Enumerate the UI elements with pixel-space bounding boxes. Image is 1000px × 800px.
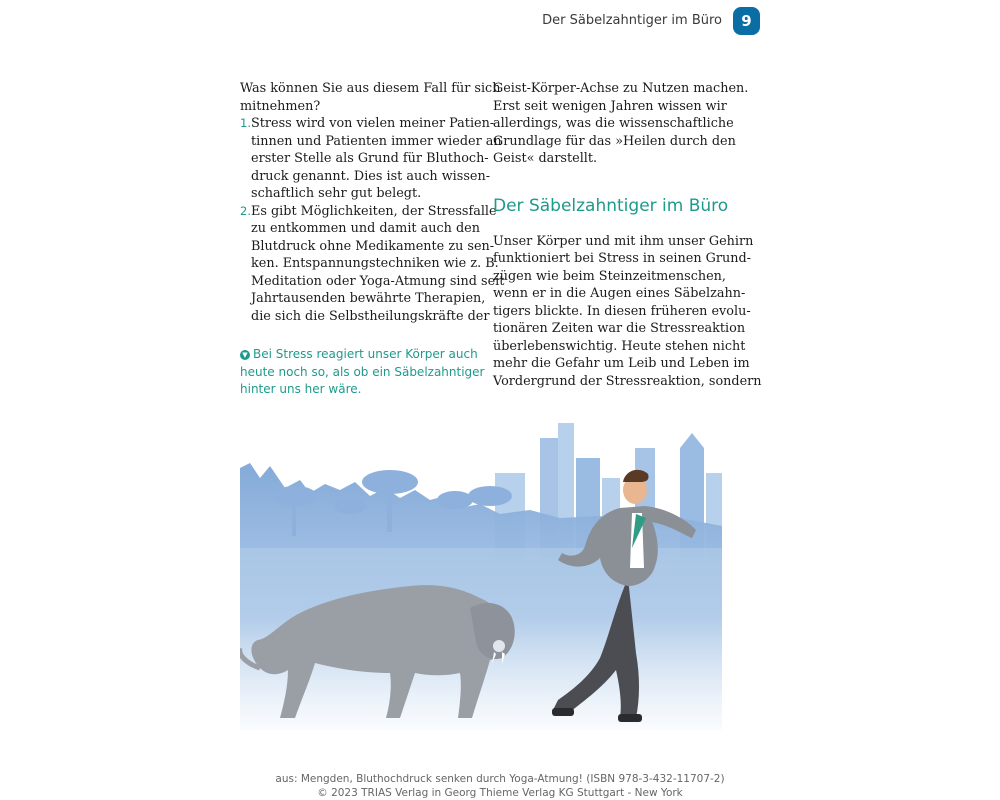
chevron-down-icon: ▼ bbox=[240, 350, 250, 360]
body-line: überlebenswichtig. Heute stehen nicht bbox=[493, 338, 746, 354]
list-line: tinnen und Patienten immer wieder an bbox=[251, 133, 502, 149]
left-column bbox=[240, 80, 505, 399]
callout-line bbox=[240, 346, 478, 364]
source-credit: aus: Mengden, Bluthochdruck senken durch Yoga-Atmung! (ISBN 978-3-432-11707-2) bbox=[275, 773, 725, 785]
list-item bbox=[240, 203, 505, 326]
body-line: Vordergrund der Stressreaktion, sondern bbox=[493, 373, 762, 389]
callout-text: Bei Stress reagiert unser Körper auch bbox=[253, 347, 478, 361]
page-number-badge: 9 bbox=[733, 7, 760, 35]
right-column bbox=[493, 80, 762, 390]
callout-line: heute noch so, als ob ein Säbelzahntiger bbox=[240, 364, 485, 379]
list-line: ken. Entspannungstechniken wie z. B. bbox=[251, 256, 499, 271]
body-line: Erst seit wenigen Jahren wissen wir bbox=[493, 98, 727, 114]
list-line: Jahrtausenden bewährte Therapien, bbox=[251, 291, 486, 306]
body-line: Unser Körper und mit ihm unser Gehirn bbox=[493, 233, 754, 249]
list-number: 1. bbox=[240, 116, 251, 130]
body-line: Geist-Körper-Achse zu Nutzen machen. bbox=[493, 81, 749, 96]
body-line: zügen wie beim Steinzeitmenschen, bbox=[493, 268, 726, 284]
list-line: Blutdruck ohne Medikamente zu sen- bbox=[251, 238, 495, 254]
list-line: zu entkommen und damit auch den bbox=[251, 221, 480, 236]
intro-question bbox=[240, 80, 501, 115]
body-line: Grundlage für das »Heilen durch den bbox=[493, 133, 736, 149]
callout-line: hinter uns her wäre. bbox=[240, 382, 362, 396]
list-line: druck genannt. Dies ist auch wissen- bbox=[251, 168, 491, 184]
body-line: Geist« darstellt. bbox=[493, 151, 598, 166]
list-line: schaftlich sehr gut belegt. bbox=[251, 186, 422, 201]
list-line: Meditation oder Yoga-Atmung sind seit bbox=[251, 273, 505, 289]
sabertooth-chase-illustration bbox=[240, 418, 722, 730]
section-heading: Der Säbelzahntiger im Büro bbox=[493, 195, 729, 216]
intro-line: Was können Sie aus diesem Fall für sich bbox=[240, 81, 501, 96]
body-line: mehr die Gefahr um Leib und Leben im bbox=[493, 356, 750, 371]
continuation-paragraph bbox=[493, 80, 749, 168]
body-line: allerdings, was die wissenschaftliche bbox=[493, 116, 734, 131]
callout-box bbox=[240, 346, 485, 399]
list-line: die sich die Selbstheilungskräfte der bbox=[251, 308, 490, 324]
running-header-title: Der Säbelzahntiger im Büro bbox=[542, 13, 722, 28]
body-line: tionären Zeiten war die Stressreaktion bbox=[493, 321, 746, 336]
body-line: wenn er in die Augen eines Säbelzahn- bbox=[493, 286, 746, 301]
copyright-notice: © 2023 TRIAS Verlag in Georg Thieme Verlag KG Stuttgart - New York bbox=[317, 787, 683, 799]
list-item bbox=[240, 115, 502, 203]
intro-line: mitnehmen? bbox=[240, 98, 321, 114]
list-line: Stress wird von vielen meiner Patien- bbox=[251, 116, 495, 131]
list-line: erster Stelle als Grund für Bluthoch- bbox=[251, 151, 489, 166]
body-line: funktioniert bei Stress in seinen Grund- bbox=[493, 251, 751, 266]
section-paragraph bbox=[493, 233, 762, 391]
list-number: 2. bbox=[240, 203, 251, 218]
list-line: Es gibt Möglichkeiten, der Stressfalle bbox=[251, 203, 497, 219]
body-line: tigers blickte. In diesen früheren evolu- bbox=[493, 303, 751, 319]
